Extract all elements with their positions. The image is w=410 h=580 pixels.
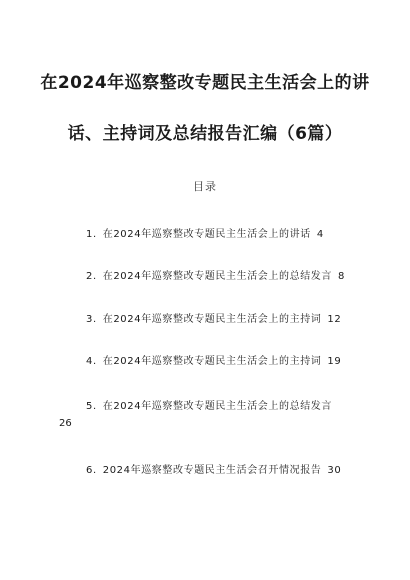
toc-item-text: 在2024年巡察整改专题民主生活会上的总结发言 bbox=[102, 271, 332, 282]
toc-item-page: 4 bbox=[316, 229, 324, 240]
toc-item-6[interactable] bbox=[86, 461, 341, 476]
toc-item-text: 2024年巡察整改专题民主生活会召开情况报告 bbox=[102, 465, 322, 476]
toc-item-page: 30 bbox=[327, 465, 342, 476]
toc-item-number: 3. bbox=[86, 314, 97, 325]
toc-item-5[interactable] bbox=[86, 397, 332, 412]
toc-item-5-page[interactable]: 26 bbox=[59, 418, 72, 429]
toc-item-text: 在2024年巡察整改专题民主生活会上的主持词 bbox=[102, 356, 322, 367]
toc-item-2[interactable] bbox=[86, 267, 345, 282]
toc-item-page: 8 bbox=[338, 271, 345, 282]
document-title-line-2: 话、主持词及总结报告汇编（6篇） bbox=[67, 124, 343, 144]
toc-item-number: 6. bbox=[86, 465, 97, 476]
toc-item-text: 在2024年巡察整改专题民主生活会上的主持词 bbox=[102, 314, 322, 325]
toc-item-page: 19 bbox=[327, 356, 342, 367]
toc-item-number: 4. bbox=[86, 356, 97, 367]
toc-item-page: 12 bbox=[327, 314, 342, 325]
toc-heading: 目录 bbox=[193, 180, 217, 193]
toc-item-text: 在2024年巡察整改专题民主生活会上的总结发言 bbox=[102, 401, 332, 412]
toc-item-3[interactable] bbox=[86, 310, 341, 325]
toc-item-number: 2. bbox=[86, 271, 97, 282]
toc-item-number: 1. bbox=[86, 229, 97, 240]
toc-item-text: 在2024年巡察整改专题民主生活会上的讲话 bbox=[102, 229, 311, 240]
toc-item-number: 5. bbox=[86, 401, 97, 412]
toc-item-1[interactable] bbox=[86, 225, 324, 240]
document-title-line-1: 在2024年巡察整改专题民主生活会上的讲 bbox=[40, 73, 370, 93]
toc-item-4[interactable] bbox=[86, 352, 341, 367]
